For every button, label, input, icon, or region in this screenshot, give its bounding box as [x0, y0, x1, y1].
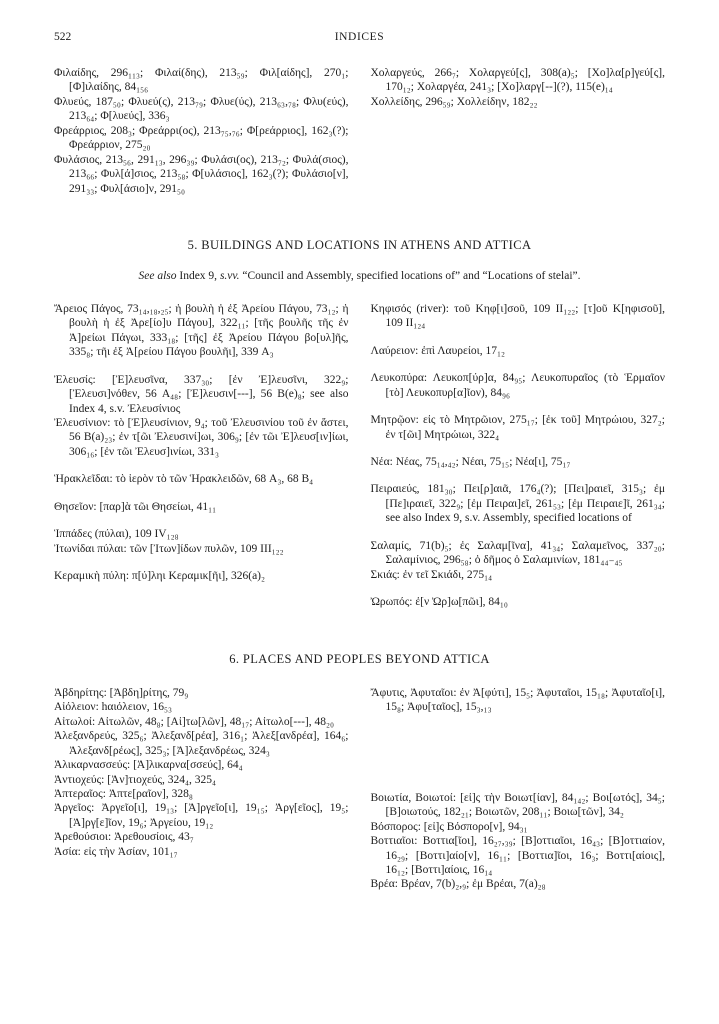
index-entry: Σαλαμίς, 71(b)₅; ἐς Σαλαμ[ῖνα], 41₃₄; Σαλαμεῖνος, 337₂₀; Σαλαμίνιος, 296₅₈; ὁ δῆμος ὁ Σαλαμινίων, 181₄₄₋₄₅: [370, 539, 665, 567]
section-5-index: [54, 302, 665, 610]
index-entry: Αἰτωλοί: Αἰτωλῶν, 48₈; [Αἰ]τω[λῶν], 48₁₇; Αἰτωλο[---], 48₂₀: [54, 715, 334, 728]
section-6-index: [54, 686, 665, 892]
index-entry: Φλυεύς, 187₅₀; Φλυεύ(ς), 213₇₉; Φλυε(ύς), 213₆₃,₇₈; Φλυ(εύς), 213₆₄; Φ[λυεύς], 336₃: [54, 95, 349, 123]
index-entry: Ἀπτεραῖος: Ἀπτε[ραῖον], 328₈: [54, 788, 193, 800]
index-entry: Ἄρειος Πάγος, 73₁₄,₁₈,₂₅; ἡ βουλὴ ἡ ἐξ Ἀρείου Πάγου, 73₁₂; ἡ βουλὴ ἡ ἐξ Ἀρε[ίο]υ Πάγου], 322₁₁; [τῆς βουλῆς τῆς ἐν Ἀ]ρείωι Πάγωι, 333₁₈; [τῆς] ἐξ Ἀρείου Πάγου βο[υλ]ῆς, 335₈; τῆι ἐξ Ἀ[ρείου Πάγου βουλῆι], 339 A₃: [54, 302, 349, 359]
index-entry: Βοττιαῖοι: Βοττια[ῖοι], 16₂₇,₃₉; [Β]οττιαῖοι, 16₄₃; [Β]οττιαίον, 16₂₉; [Βοττι]αίο[ν], 16₁₁; [Βοττια]ῖοι, 16₃; Βοττι[αίοις], 16₁₂; [Βοττι]αίοις, 16₁₄: [370, 835, 665, 876]
index-entry: Θησεῖον: [παρ]ὰ τῶι Θησείωι, 41₁₁: [54, 500, 217, 513]
index-entry: Βόσπορος: [εἰ]ς Βόσπορο[ν], 94₃₁: [370, 820, 528, 833]
index-column-left: [54, 302, 349, 610]
page-header: [54, 30, 665, 48]
note-text: Index 9,: [176, 270, 220, 283]
index-entry: Ὠρωπός: ἐ[ν Ὠρ]ω[πῶι], 84₁₀: [370, 596, 508, 609]
index-entry: Μητρῷον: εἰς τὸ Μητρῶιον, 275₁₇; [ἐκ τοῦ] Μητρώιου, 327₂; ἐν τ[ῶι] Μητρώιωι, 322₄: [370, 414, 665, 441]
index-entry: Ἐλευσίς: [Ἐ]λευσῖνα, 337₃₀; [ἐν Ἐ]λευσῖνι, 322₉; [Ἐλευσι]νόθεν, 56 A₄₈; [Ἐ]λευσιν[---], 56 B(e)₈; see also Index 4, s.v. Ἐλευσίνιος: [54, 373, 349, 415]
index-entry: Ἀλεξανδρεύς, 325₆; Ἀλεξανδ[ρέα], 316₁; Ἀλεξ[ανδρέα], 164₆; Ἀλεξανδ[ρέως], 325₃; [Ἀ]λεξανδρέως, 324₃: [54, 730, 349, 757]
section-heading: 6. PLACES AND PEOPLES BEYOND ATTICA: [229, 651, 490, 666]
index-entry: Φιλαίδης, 296₁₁₃; Φιλαί(δης), 213₅₉; Φιλ[αίδης], 270₁; [Φ]ιλαίδης, 84₁₅₆: [54, 67, 349, 94]
note-see-also: See also: [138, 270, 177, 283]
index-entry: Βοιωτία, Βοιωτοί: [εἰ]ς τὴν Βοιωτ[ίαν], 84₁₄₂; Βοι[ωτός], 34₅; [Β]οιωτούς, 182₂₁; Βοιωτῶν, 208₁₁; Βοιω[τῶν], 34₂: [370, 791, 665, 819]
index-entry: Ἱππάδες (πύλαι), 109 IV₁₂₈: [54, 528, 179, 541]
index-entry: Ἄφυτις, Ἀφυταῖοι: ἐν Ἀ[φύτι], 15₅; Ἀφυταῖοι, 15₁₈; Ἀφυταῖο[ι], 15₈; Ἀφυ[ταῖος], 15₃,₁₃: [370, 686, 665, 714]
index-entry: Νέα: Νέας, 75₁₄,₄₂; Νέαι, 75₁₅; Νέα[ι], 75₁₇: [370, 455, 571, 468]
index-entry: Λευκοπύρα: Λευκοπ[ύρ]α, 84₉₅; Λευκοπυραῖος (τὸ Ἑρμαῖον [τὸ] Λευκοπυρ[α]ῖον), 84₉₆: [370, 372, 665, 399]
index-column-right: [371, 66, 666, 196]
note-svv: s.vv.: [219, 270, 240, 283]
page-number: 522: [54, 31, 72, 43]
index-entry: Ἀσία: εἰς τὴν Ἀσίαν, 101₁₇: [54, 845, 178, 858]
section-5: [54, 238, 665, 610]
index-entry: Ἐλευσίνιον: τὸ [Ἐ]λευσίνιον, 9₄; τοῦ Ἐλευσινίου τοῦ ἐν ἄστει, 56 B(a)₂₃; ἐν τ[ῶι Ἐλευσινί]ωι, 306₉; [ἐν τῶι Ἐ]λευσ[ιν]ίωι, 306₁₆; [ἐν τῶι Ἐλευσ]ινίωι, 331₃: [54, 416, 349, 458]
index-column-right: [371, 302, 666, 610]
index-entry: Χολλείδης, 296₅₉; Χολλείδην, 182₂₂: [370, 95, 538, 108]
index-entry: Ἀργεῖος: Ἀργεῖο[ι], 19₁₃; [Ἀ]ργεῖο[ι], 19₁₅; Ἀργ[εῖος], 19₅; [Ἀ]ργ[ε]ῖον, 19₆; Ἀργείου, 19₁₂: [54, 802, 349, 829]
index-entry: Κηφισός (river): τοῦ Κηφ[ι]σοῦ, 109 II₁₂₂; [τ]οῦ Κ[ηφισοῦ], 109 II₁₂₄: [370, 302, 665, 330]
index-entry: Αἰόλειον: hαιόλειον, 16₅₃: [54, 701, 173, 714]
top-index: [54, 66, 665, 196]
index-entry: Ἀντιοχεύς: [Ἀν]τιοχεύς, 324₄, 325₄: [54, 773, 217, 786]
index-entry: Σκιάς: ἐν τεῖ Σκιάδι, 275₁₄: [370, 568, 493, 581]
section-6: [54, 652, 665, 892]
index-entry: Φρεάρριος, 208₃; Φρεάρρι(ος), 213₇₅,₇₆; Φ[ρεάρριος], 162₃(?); Φρεάρριον, 275₂₀: [54, 124, 349, 152]
index-column-right: [371, 686, 666, 892]
section-heading: 5. BUILDINGS AND LOCATIONS IN ATHENS AND ATTICA: [187, 238, 532, 253]
index-entry: Ἀβδηρίτης: [Ἀβδη]ρίτης, 79₉: [54, 686, 189, 699]
note-text: “Council and Assembly, specified locations of” and “Locations of stelai”.: [239, 270, 581, 283]
index-entry: Κεραμικὴ πύλη: π[ύ]ληι Κεραμικ[ῆι], 326(a)₂: [54, 570, 266, 583]
index-entry: Πειραιεύς, 181₃₀; Πει[ρ]αιᾶ, 176₄(?); [Πει]ραιεῖ, 315₃; ἐμ [Πε]ιραιεῖ, 322₉; [ἐμ Πειραι]εῖ, 261₅₃; [ἐμ Πειραιε]ῖ, 261₃₄; see also Index 9, s.v. Assembly, specified locations of: [370, 483, 665, 525]
index-entry: Φυλάσιος, 213₅₆, 291₁₃, 296₃₉; Φυλάσι(ος), 213₇₂; Φυλά(σιος), 213₆₆; Φυλ[ά]σιος, 213₅₈; Φ[υλάσιος], 162₃(?); Φυλάσιο[ν], 291₃₃; Φυλ[άσιο]ν, 291₅₀: [54, 153, 349, 195]
index-column-left: [54, 686, 349, 892]
index-entry: Βρέα: Βρέαν, 7(b)₂,₉; ἐμ Βρέαι, 7(a)₂₈: [370, 878, 546, 891]
index-entry: Ἀρεθούσιοι: Ἀρεθουσίοις, 43₇: [54, 831, 194, 844]
index-entry: Ἁλικαρνασσεύς: [Ἀ]λικαρνα[σσεύς], 64₄: [54, 759, 243, 772]
cross-reference-note: [54, 269, 665, 283]
running-head: INDICES: [334, 31, 385, 43]
index-column-left: [54, 66, 349, 196]
index-entry: Χολαργεύς, 266₇; Χολαργεύ[ς], 308(a)₅; [Χο]λα[ρ]γεύ[ς], 170₁₂; Χολαργέα, 241₃; [Χο]λαργ[--](?), 115(e)₁₄: [370, 67, 665, 94]
index-entry: Ἡρακλεῖδαι: τὸ ἱερὸν τὸ τῶν Ἡρακλειδῶν, 68 A₃, 68 B₄: [54, 473, 314, 486]
index-entry: Λαύρειον: ἐπὶ Λαυρείοι, 17₁₂: [370, 344, 506, 357]
index-entry: Ἰτωνίδαι πύλαι: τῶν [Ἰτων]ίδων πυλῶν, 109 III₁₂₂: [54, 542, 284, 555]
